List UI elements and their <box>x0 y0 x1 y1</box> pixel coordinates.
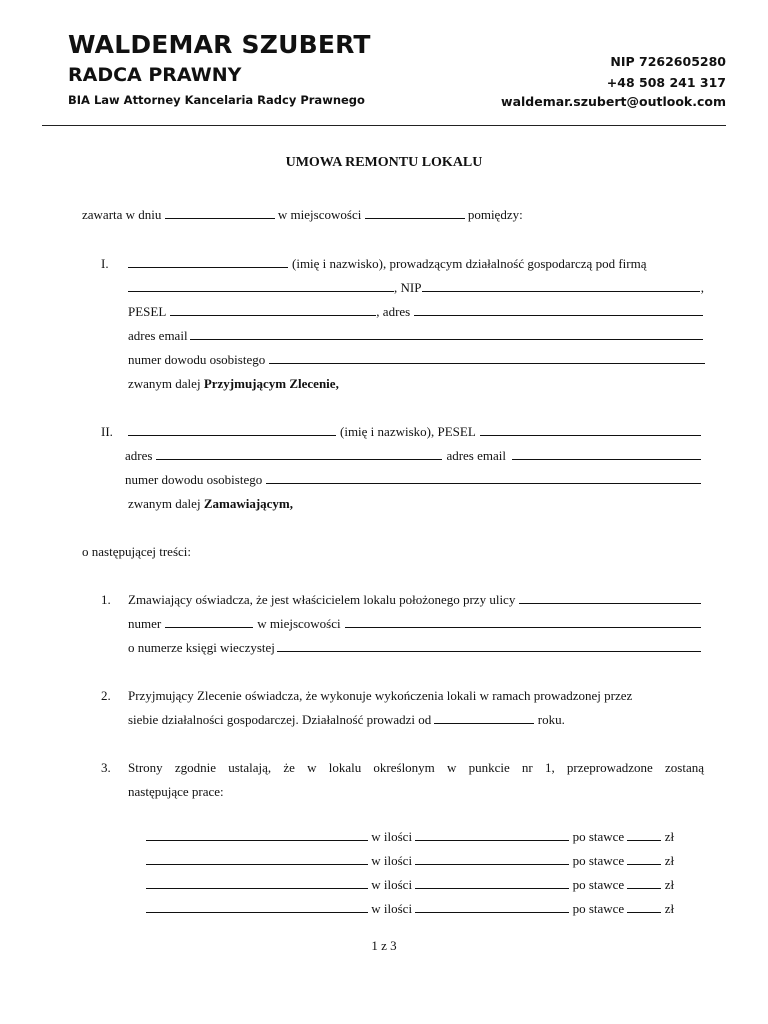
clause2-year-blank <box>434 713 534 724</box>
place-blank <box>365 208 465 219</box>
party2-name-blank <box>128 425 336 436</box>
clause2-line2 <box>128 712 565 728</box>
work-qty-label: w ilości <box>371 853 413 868</box>
work-row <box>146 829 674 845</box>
date-blank <box>165 208 275 219</box>
party1-nip-label: , NIP <box>394 280 422 295</box>
party1-role: Przyjmującym Zlecenie, <box>203 376 339 391</box>
party1-line1 <box>128 256 704 272</box>
party2-line3 <box>125 472 702 488</box>
work-qty-blank <box>415 830 569 841</box>
party2-line1-text: (imię i nazwisko), PESEL <box>340 424 476 439</box>
party1-email-label: adres email <box>128 328 188 343</box>
nip-number: NIP 7262605280 <box>610 54 726 69</box>
clause1-line1 <box>128 592 702 608</box>
clause3-line1: Strony zgodnie ustalają, że w lokalu określonym w punkcie nr 1, przeprowadzone zostaną <box>128 760 704 775</box>
party2-address-label: adres <box>125 448 153 463</box>
clause2-line1: Przyjmujący Zlecenie oświadcza, że wykonuje wykończenia lokali w ramach prowadzonej przez <box>128 688 633 703</box>
work-qty-blank <box>415 854 569 865</box>
clause1-number: 1. <box>101 592 111 607</box>
clause1-number-blank <box>165 617 253 628</box>
work-qty-blank <box>415 878 569 889</box>
work-unit: zł <box>664 829 675 844</box>
party1-line3 <box>128 304 704 320</box>
email-address: waldemar.szubert@outlook.com <box>501 94 726 109</box>
phone-number: +48 508 241 317 <box>606 75 726 90</box>
lawyer-name: WALDEMAR SZUBERT <box>68 30 371 59</box>
page-number: 1 z 3 <box>371 938 397 953</box>
work-rate-blank <box>627 854 661 865</box>
party1-line2: , NIP , <box>128 280 704 296</box>
firm-name: BIA Law Attorney Kancelaria Radcy Prawnego <box>68 93 365 107</box>
header-divider <box>42 125 726 126</box>
work-rate-blank <box>627 830 661 841</box>
lawyer-title: RADCA PRAWNY <box>68 64 242 86</box>
work-rate-label: po stawce <box>572 901 625 916</box>
document-title: UMOWA REMONTU LOKALU <box>285 155 483 170</box>
party1-nip-blank <box>422 281 699 292</box>
party1-address-blank <box>414 305 703 316</box>
party1-firm-blank <box>128 281 394 292</box>
party2-email-blank <box>512 449 701 460</box>
party1-line1-text: (imię i nazwisko), prowadzącym działalność gospodarczą pod firmą <box>292 256 647 271</box>
work-description-blank <box>146 878 368 889</box>
clause1-register-blank <box>277 641 701 652</box>
clause1-register-label: o numerze księgi wieczystej <box>128 640 275 655</box>
clause1-number-label: numer <box>128 616 162 631</box>
party2-role: Zamawiającym, <box>203 496 293 511</box>
intro-text-between: pomiędzy: <box>467 207 523 222</box>
content-intro: o następującej treści: <box>82 544 192 559</box>
clause1-place-blank <box>345 617 701 628</box>
clause3-number: 3. <box>101 760 111 775</box>
work-description-blank <box>146 902 368 913</box>
work-row <box>146 877 674 893</box>
party1-pesel-label: PESEL <box>128 304 167 319</box>
clause1-place-label: w miejscowości <box>257 616 341 631</box>
party1-email-blank <box>190 329 703 340</box>
party1-pesel-blank <box>170 305 376 316</box>
party2-address-blank <box>156 449 442 460</box>
intro-text-date: zawarta w dniu <box>82 207 162 222</box>
clause1-street-blank <box>519 593 701 604</box>
clause2-number: 2. <box>101 688 111 703</box>
work-rate-label: po stawce <box>572 829 625 844</box>
clause2-year-suffix: roku. <box>537 712 565 727</box>
party2-line2 <box>125 448 702 464</box>
clause1-line1-text: Zmawiający oświadcza, że jest właścicielem lokalu położonego przy ulicy <box>128 592 516 607</box>
work-rate-label: po stawce <box>572 877 625 892</box>
work-qty-label: w ilości <box>371 829 413 844</box>
work-unit: zł <box>664 901 675 916</box>
work-qty-blank <box>415 902 569 913</box>
party2-numeral: II. <box>101 424 113 439</box>
clause1-line3 <box>128 640 702 656</box>
work-unit: zł <box>664 853 675 868</box>
work-unit: zł <box>664 877 675 892</box>
party1-name-blank <box>128 257 288 268</box>
work-rate-blank <box>627 902 661 913</box>
party1-id-label: numer dowodu osobistego <box>128 352 266 367</box>
party1-address-label: , adres <box>376 304 411 319</box>
work-qty-label: w ilości <box>371 877 413 892</box>
intro-text-place: w miejscowości <box>277 207 362 222</box>
work-description-blank <box>146 830 368 841</box>
clause1-line2 <box>128 616 702 632</box>
work-rate-label: po stawce <box>572 853 625 868</box>
party1-line5 <box>128 352 706 368</box>
work-row <box>146 901 674 917</box>
work-row <box>146 853 674 869</box>
work-rate-blank <box>627 878 661 889</box>
party1-id-blank <box>269 353 705 364</box>
party1-called-text: zwanym dalej <box>128 376 201 391</box>
work-qty-label: w ilości <box>371 901 413 916</box>
party2-line1 <box>128 424 702 440</box>
intro-line <box>82 207 523 223</box>
party2-id-blank <box>266 473 701 484</box>
party2-called-text: zwanym dalej <box>128 496 201 511</box>
party1-line6 <box>128 376 339 392</box>
clause3-line2: następujące prace: <box>128 784 224 799</box>
party2-id-label: numer dowodu osobistego <box>125 472 263 487</box>
party2-email-label: adres email <box>446 448 506 463</box>
party2-line4 <box>128 496 293 512</box>
clause2-line2-text: siebie działalności gospodarczej. Działalność prowadzi od <box>128 712 432 727</box>
party1-line4 <box>128 328 704 344</box>
party1-numeral: I. <box>101 256 109 271</box>
party2-pesel-blank <box>480 425 701 436</box>
work-description-blank <box>146 854 368 865</box>
